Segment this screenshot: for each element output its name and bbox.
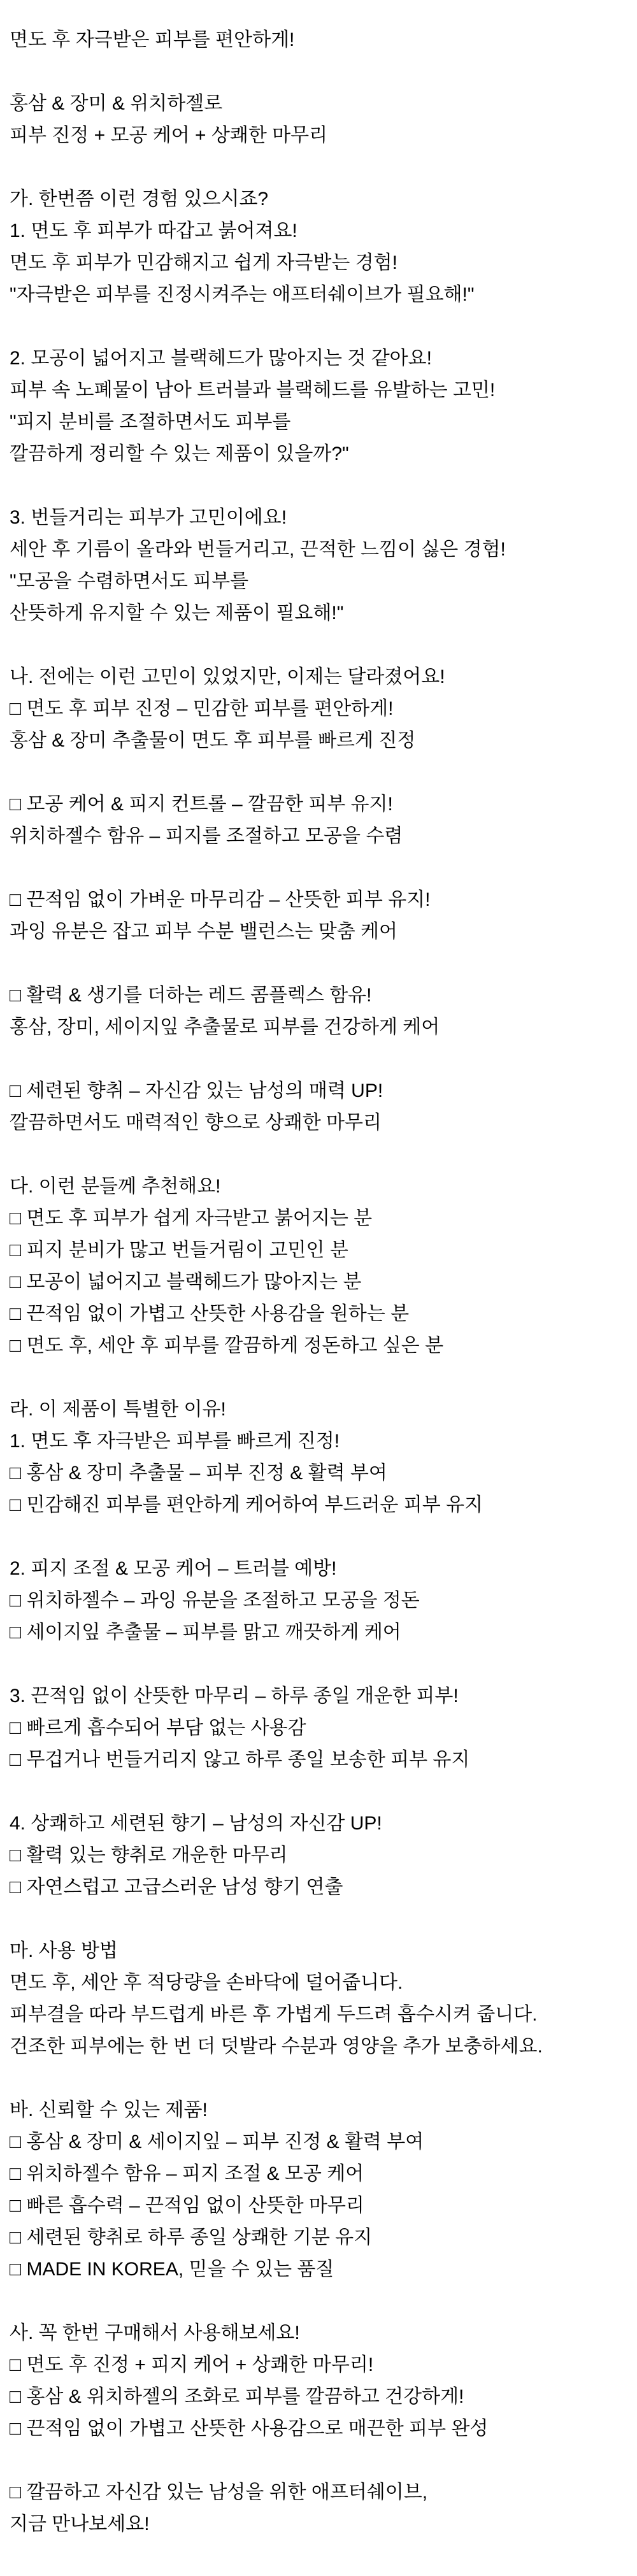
paragraph-section-ba-trust: [10, 2094, 624, 2286]
text-line: □ 면도 후, 세안 후 피부를 깔끔하게 정돈하고 싶은 분: [10, 1335, 444, 1356]
document-body: [10, 24, 624, 2540]
paragraph-section-ga-problem-1: [10, 183, 624, 311]
text-line: □ 위치하젤수 – 과잉 유분을 조절하고 모공을 정돈: [10, 1590, 420, 1611]
text-line: □ 홍삼 & 위치하젤의 조화로 피부를 깔끔하고 건강하게!: [10, 2386, 464, 2407]
text-line: □ 면도 후 피부가 쉽게 자극받고 붉어지는 분: [10, 1208, 373, 1229]
paragraph-problem-2: [10, 343, 624, 470]
text-line: □ 면도 후 진정 + 피지 케어 + 상쾌한 마무리!: [10, 2354, 374, 2375]
text-line: □ 활력 & 생기를 더하는 레드 콤플렉스 함유!: [10, 985, 372, 1006]
text-line: "자극받은 피부를 진정시켜주는 애프터쉐이브가 필요해!": [10, 284, 475, 305]
text-line: 홍삼 & 장미 추출물이 면도 후 피부를 빠르게 진정: [10, 730, 416, 751]
text-line: 피부결을 따라 부드럽게 바른 후 가볍게 두드려 흡수시켜 줍니다.: [10, 2004, 538, 2025]
paragraph-sub-title: [10, 88, 624, 152]
paragraph-closing: [10, 2477, 624, 2540]
text-line: 위치하젤수 함유 – 피지를 조절하고 모공을 수렴: [10, 826, 403, 847]
text-line: □ 활력 있는 향취로 개운한 마무리: [10, 1845, 288, 1866]
paragraph-reason-2: [10, 1553, 624, 1649]
text-line: □ 홍삼 & 장미 & 세이지잎 – 피부 진정 & 활력 부여: [10, 2131, 424, 2152]
text-line: 라. 이 제품이 특별한 이유!: [10, 1399, 226, 1420]
text-line: 가. 한번쯤 이런 경험 있으시죠?: [10, 189, 269, 210]
text-line: 피부 속 노폐물이 남아 트러블과 블랙헤드를 유발하는 고민!: [10, 380, 496, 401]
paragraph-problem-3: [10, 502, 624, 629]
text-line: □ 빠른 흡수력 – 끈적임 없이 산뜻한 마무리: [10, 2195, 364, 2216]
text-line: 지금 만나보세요!: [10, 2514, 150, 2535]
text-line: 3. 번들거리는 피부가 고민이에요!: [10, 507, 287, 528]
text-line: 나. 전에는 이런 고민이 있었지만, 이제는 달라졌어요!: [10, 666, 445, 687]
paragraph-solution-4: [10, 980, 624, 1043]
paragraph-section-ma-usage: [10, 1935, 624, 2063]
text-line: 2. 모공이 넓어지고 블랙헤드가 많아지는 것 같아요!: [10, 348, 432, 369]
text-line: 깔끔하면서도 매력적인 향으로 상쾌한 마무리: [10, 1112, 382, 1133]
text-line: □ 끈적임 없이 가볍고 산뜻한 사용감으로 매끈한 피부 완성: [10, 2418, 489, 2439]
text-line: □ 세련된 향취로 하루 종일 상쾌한 기분 유지: [10, 2227, 373, 2248]
paragraph-reason-4: [10, 1808, 624, 1903]
text-line: □ 홍삼 & 장미 추출물 – 피부 진정 & 활력 부여: [10, 1463, 387, 1484]
text-line: □ 피지 분비가 많고 번들거림이 고민인 분: [10, 1240, 348, 1261]
text-line: 세안 후 기름이 올라와 번들거리고, 끈적한 느낌이 싫은 경험!: [10, 539, 506, 560]
text-line: 건조한 피부에는 한 번 더 덧발라 수분과 영양을 추가 보충하세요.: [10, 2036, 543, 2057]
paragraph-solution-3: [10, 884, 624, 948]
text-line: □ 끈적임 없이 가볍고 산뜻한 사용감을 원하는 분: [10, 1303, 410, 1324]
text-line: □ 끈적임 없이 가벼운 마무리감 – 산뜻한 피부 유지!: [10, 889, 431, 910]
paragraph-main-title: [10, 24, 624, 56]
text-line: 산뜻하게 유지할 수 있는 제품이 필요해!": [10, 603, 344, 624]
text-line: □ 자연스럽고 고급스러운 남성 향기 연출: [10, 1877, 343, 1898]
text-line: □ 깔끔하고 자신감 있는 남성을 위한 애프터쉐이브,: [10, 2482, 428, 2503]
text-line: □ 모공이 넓어지고 블랙헤드가 많아지는 분: [10, 1271, 362, 1292]
paragraph-reason-3: [10, 1680, 624, 1776]
paragraph-solution-5: [10, 1075, 624, 1139]
text-line: □ 세련된 향취 – 자신감 있는 남성의 매력 UP!: [10, 1080, 383, 1101]
text-line: 과잉 유분은 잡고 피부 수분 밸런스는 맞춤 케어: [10, 921, 397, 942]
paragraph-solution-2: [10, 789, 624, 852]
text-line: □ 민감해진 피부를 편안하게 케어하여 부드러운 피부 유지: [10, 1494, 483, 1515]
text-line: 1. 면도 후 피부가 따갑고 붉어져요!: [10, 220, 297, 241]
text-line: 면도 후, 세안 후 적당량을 손바닥에 덜어줍니다.: [10, 1972, 403, 1993]
text-line: 면도 후 피부가 민감해지고 쉽게 자극받는 경험!: [10, 252, 397, 273]
text-line: 2. 피지 조절 & 모공 케어 – 트러블 예방!: [10, 1558, 337, 1579]
text-line: 홍삼 & 장미 & 위치하젤로: [10, 93, 223, 114]
text-line: □ 면도 후 피부 진정 – 민감한 피부를 편안하게!: [10, 698, 394, 719]
text-line: 다. 이런 분들께 추천해요!: [10, 1176, 221, 1197]
text-line: □ 위치하젤수 함유 – 피지 조절 & 모공 케어: [10, 2163, 364, 2184]
text-line: 깔끔하게 정리할 수 있는 제품이 있을까?": [10, 443, 349, 464]
text-line: 바. 신뢰할 수 있는 제품!: [10, 2100, 208, 2121]
paragraph-section-da-recommend: [10, 1171, 624, 1362]
text-line: 4. 상쾌하고 세련된 향기 – 남성의 자신감 UP!: [10, 1813, 382, 1834]
text-line: 면도 후 자극받은 피부를 편안하게!: [10, 29, 295, 50]
paragraph-section-sa-cta: [10, 2317, 624, 2445]
text-line: 피부 진정 + 모공 케어 + 상쾌한 마무리: [10, 125, 328, 146]
text-line: 1. 면도 후 자극받은 피부를 빠르게 진정!: [10, 1431, 340, 1452]
paragraph-section-na-solution-1: [10, 661, 624, 757]
text-line: □ 모공 케어 & 피지 컨트롤 – 깔끔한 피부 유지!: [10, 794, 393, 815]
text-line: □ 무겁거나 번들거리지 않고 하루 종일 보송한 피부 유지: [10, 1749, 470, 1770]
text-line: "모공을 수렴하면서도 피부를: [10, 571, 249, 592]
text-line: "피지 분비를 조절하면서도 피부를: [10, 411, 291, 433]
text-line: □ 빠르게 흡수되어 부담 없는 사용감: [10, 1717, 306, 1738]
text-line: 3. 끈적임 없이 산뜻한 마무리 – 하루 종일 개운한 피부!: [10, 1685, 459, 1707]
text-line: □ MADE IN KOREA, 믿을 수 있는 품질: [10, 2259, 334, 2280]
paragraph-section-ra-reason-1: [10, 1394, 624, 1521]
text-line: 사. 꼭 한번 구매해서 사용해보세요!: [10, 2322, 300, 2343]
text-line: 홍삼, 장미, 세이지잎 추출물로 피부를 건강하게 케어: [10, 1017, 440, 1038]
text-line: □ 세이지잎 추출물 – 피부를 맑고 깨끗하게 케어: [10, 1622, 401, 1643]
text-line: 마. 사용 방법: [10, 1940, 118, 1961]
